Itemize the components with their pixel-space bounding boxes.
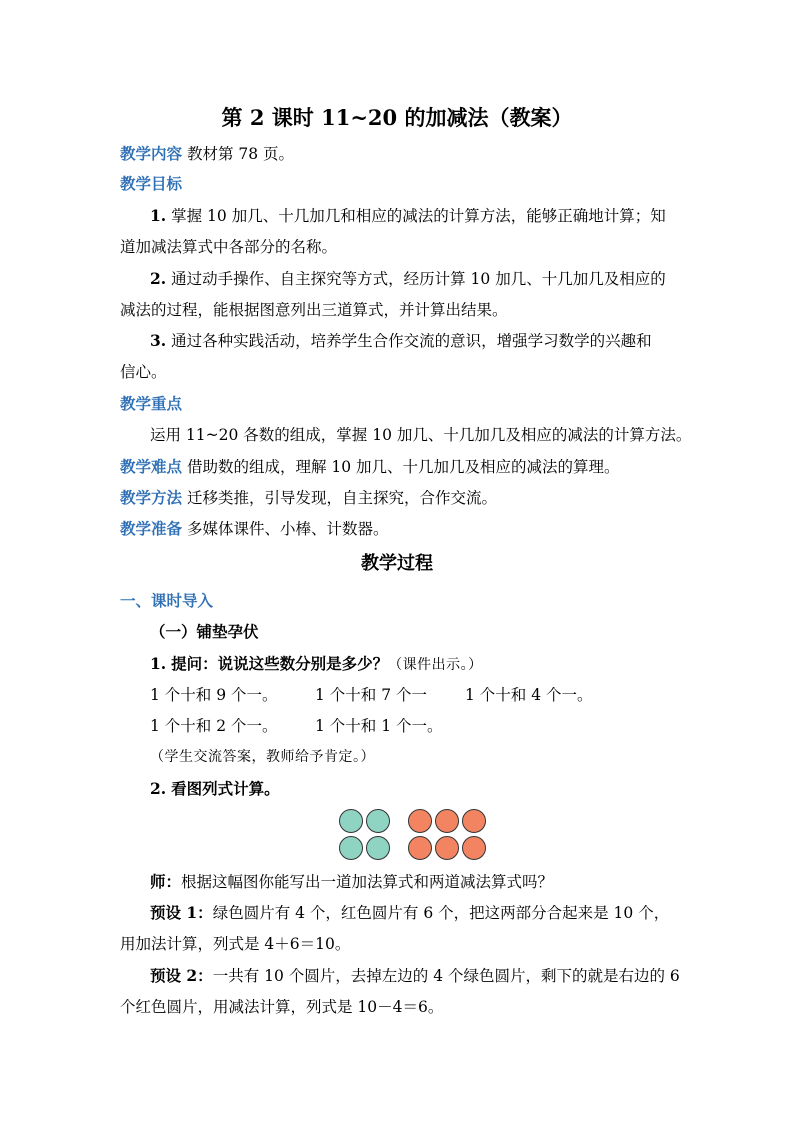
green-counter <box>367 810 390 833</box>
preset-2-line2: 个红色圆片，用减法计算，列式是 10－4＝6。 <box>120 998 444 1016</box>
green-counter <box>367 837 390 860</box>
preset-2-line1 <box>150 964 710 988</box>
teacher-text: 根据这幅图你能写出一道加法算式和两道减法算式吗？ <box>181 873 554 891</box>
goal-1-num: 1. <box>150 206 167 225</box>
number-item: 1 个十和 2 个一。 <box>150 717 278 735</box>
preset-2-text: 一共有 10 个圆片，去掉左边的 4 个绿色圆片，剩下的就是右边的 6 <box>212 967 680 985</box>
goal-2-num: 2. <box>150 269 167 288</box>
counters-group <box>340 810 486 860</box>
difficulties-line <box>120 455 680 479</box>
difficulties-label: 教学难点 <box>120 458 183 476</box>
goal-3-line1 <box>150 329 710 353</box>
numbers-row-2 <box>150 714 710 738</box>
goal-3-num: 3. <box>150 331 167 350</box>
question-1 <box>150 652 710 677</box>
number-item: 1 个十和 9 个一。 <box>150 686 278 704</box>
goal-1-line2: 道加减法算式中各部分的名称。 <box>120 238 338 256</box>
goal-2-line1 <box>150 267 710 291</box>
number-item: 1 个十和 7 个一 <box>315 686 428 704</box>
goal-2-text: 通过动手操作、自主探究等方式，经历计算 10 加几、十几加几及相应的 <box>171 270 666 288</box>
preparation-label: 教学准备 <box>120 520 183 538</box>
green-counter <box>340 837 363 860</box>
preparation-text: 多媒体课件、小棒、计数器。 <box>186 520 389 538</box>
part1-heading-text: 一、课时导入 <box>120 592 214 610</box>
preset-1-label: 预设 1： <box>150 903 213 922</box>
number-item: 1 个十和 4 个一。 <box>465 686 593 704</box>
process-title: 教学过程 <box>361 553 433 574</box>
goals-heading <box>120 172 680 196</box>
difficulties-text: 借助数的组成，理解 10 加几、十几加几及相应的减法的算理。 <box>186 458 620 476</box>
preset-1-line2: 用加法计算，列式是 4＋6＝10。 <box>120 935 351 953</box>
question-2-text: 看图列式计算。 <box>171 779 280 798</box>
question-1-text: 提问：说说这些数分别是多少？ <box>171 654 389 673</box>
question-1-note: （课件出示。） <box>388 657 483 673</box>
part1-sub: （一）铺垫孕伏 <box>150 622 259 641</box>
feedback-note: （学生交流答案，教师给予肯定。） <box>150 749 375 765</box>
preset-1-line1 <box>150 901 710 925</box>
question-1-num: 1. <box>150 654 167 673</box>
page-title: 第 2 课时 11~20 的加减法（教案） <box>221 105 573 130</box>
key-points-text: 运用 11~20 各数的组成，掌握 10 加几、十几加几及相应的减法的计算方法。 <box>150 426 692 444</box>
goal-3-text: 通过各种实践活动，培养学生合作交流的意识，增强学习数学的兴趣和 <box>171 332 652 350</box>
part1-heading <box>120 589 680 613</box>
red-counter <box>409 837 432 860</box>
preparation-line <box>120 517 680 541</box>
methods-label: 教学方法 <box>120 489 183 507</box>
key-points-label: 教学重点 <box>120 395 183 413</box>
content-text: 教材第 78 页。 <box>186 145 295 163</box>
content-line <box>120 142 680 166</box>
question-2-num: 2. <box>150 779 167 798</box>
goal-1-text: 掌握 10 加几、十几加几和相应的减法的计算方法，能够正确地计算；知 <box>171 207 666 225</box>
preset-2-label: 预设 2： <box>150 966 213 985</box>
goal-2-line2: 减法的过程，能根据图意列出三道算式，并计算出结果。 <box>120 301 508 319</box>
number-item: 1 个十和 1 个一。 <box>315 717 443 735</box>
red-counter <box>409 810 432 833</box>
key-points-heading <box>120 392 680 416</box>
goal-3-line2: 信心。 <box>120 363 167 381</box>
goals-label: 教学目标 <box>120 175 183 193</box>
red-counter <box>463 837 486 860</box>
numbers-row-1 <box>150 683 710 707</box>
teacher-line <box>150 870 710 894</box>
red-counter <box>463 810 486 833</box>
teacher-label: 师： <box>150 872 182 891</box>
green-counter <box>340 810 363 833</box>
content-label: 教学内容 <box>120 145 183 163</box>
red-counter <box>436 810 459 833</box>
methods-line <box>120 486 680 510</box>
goal-1-line1 <box>150 204 710 228</box>
methods-text: 迁移类推，引导发现，自主探究，合作交流。 <box>186 489 497 507</box>
question-2 <box>150 777 710 801</box>
preset-1-text: 绿色圆片有 4 个，红色圆片有 6 个，把这两部分合起来是 10 个， <box>212 904 670 922</box>
red-counter <box>436 837 459 860</box>
